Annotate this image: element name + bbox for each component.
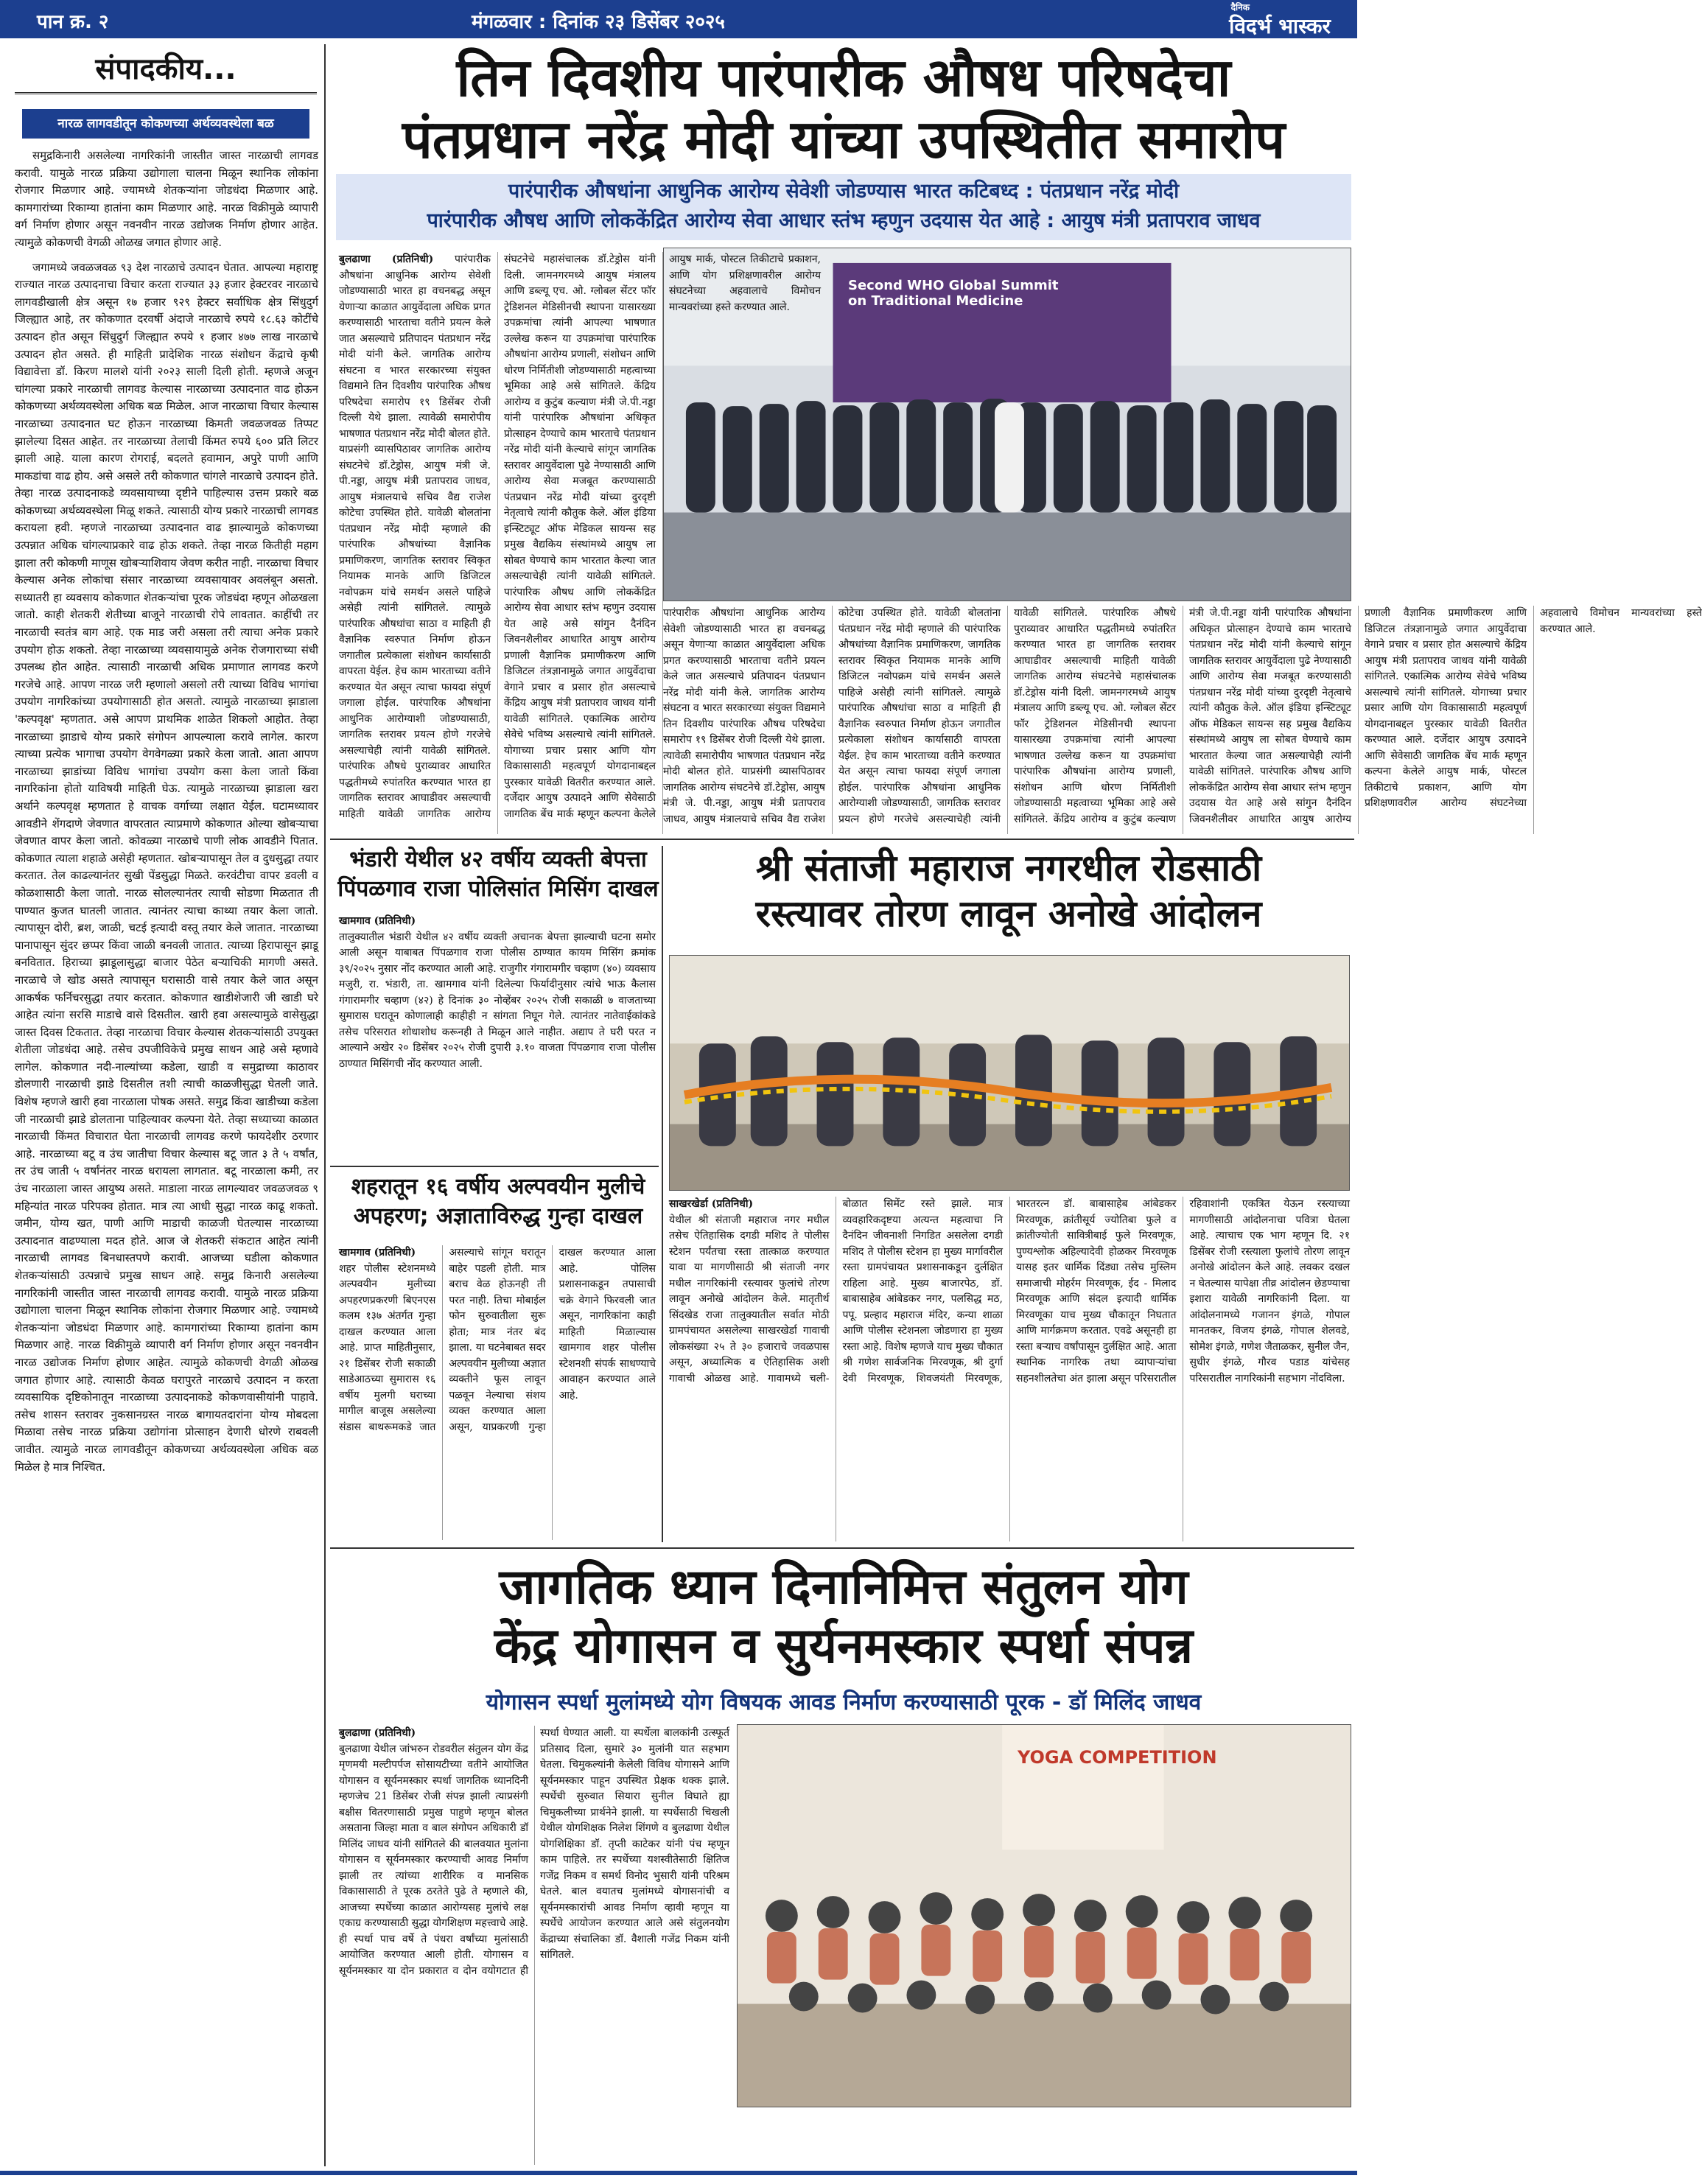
editorial-subheading: नारळ लागवडीतून कोकणच्या अर्थव्यवस्थेला बळ [22,109,309,139]
story1-body-left [339,252,821,834]
page-number: पान क्र. २ [37,11,109,33]
summit-banner-text: Second WHO Global Summit on Traditional Medicine [848,278,1059,309]
story4-text: येथील श्री संताजी महाराज नगर मधील तसेच ऐतिहासिक दगडी मशिद ते पोलीस स्टेशन पर्यंतचा रस्ता तात्काळ करण्यात यावा या मागणीसाठी श्री संताजी नगर मधील नागरिकांनी रस्त्यावर फुलांचे तोरण लावून अनोखे आंदोलन केले. मातृतीर्थ सिंदखेड राजा तालुक्यातील सर्वात मोठी ग्रामपंचायत असलेल्या साखरखेर्डा गावाची लोकसंख्या २५ ते ३० हजाराचे जवळपास असून, अध्यात्मिक व ऐतिहासिक अशी गावाची ओळख आहे. गावामध्ये चली-बोळात सिमेंट रस्ते झाले. मात्र व्यवहारिकदृष्टया अत्यन्त महत्वाचा नि दैनंदिन जीवनाशी निगडित असलेला दगडी मशिद ते पोलीस स्टेशन हा मुख्य मार्गावरील रस्ता ग्रामपंचायत प्रशासनाकडून दुर्लक्षित राहिला आहे. मुख्य बाजारपेठ, डॉ. बाबासाहेब आंबेडकर नगर, पलसिद्ध मठ, पपू. प्रल्हाद महाराज मंदिर, कन्या शाळा आणि पोलीस स्टेशनला जोडणारा हा मुख्य रस्ता आहे. विशेष म्हणजे याच मुख्य चौकात श्री गणेश सार्वजनिक मिरवणूक, श्री दुर्गा देवी मिरवणूक, शिवजयंती मिरवणूक, भारतरत्न डॉ. बाबासाहेब आंबेडकर मिरवणूक, क्रांतीसूर्य ज्योतिबा फुले व क्रांतीज्योती सावित्रीबाई फुले मिरवणूक, पुण्यश्लोक अहिल्यादेवी होळकर मिरवणूक यासह इतर धार्मिक दिंड्या तसेच मुस्लिम समाजाची मोहर्रम मिरवणूक, ईद - मिलाद मिरवणूक आणि संदल इत्यादी धार्मिक मिरवणूका याच मुख्य चौकातून निघतात आणि मार्गक्रमण करतात. एवढे असूनही हा रस्ता बऱ्याच वर्षांपासून दुर्लक्षित आहे. आता स्थानिक नागरिक तथा व्यापाऱ्यांचा सहनशीलतेचा अंत झाला असून परिसरातील रहिवाशांनी एकत्रित येऊन रस्त्याच्या मागणीसाठी आंदोलनाचा पवित्रा घेतला आहे. त्याचाच एक भाग म्हणून दि. २१ डिसेंबर रोजी रस्त्याला फुलांचे तोरण लावून अनोखे आंदोलन केले आहे. लवकर दखल न घेतल्यास यापेक्षा तीव्र आंदोलन छेडण्याचा इशारा यावेळी नागरिकांनी दिला. या आंदोलनामध्ये गजानन इंगळे, गोपाल मानतकर, विजय इंगळे, गोपाल शेलवडे, सोमेश इंगळे, गणेश जैताळकर, सुनील जैन, सुधीर इंगळे, गौरव पडाड यांचेसह परिसरातील नागरिकांनी सहभाग नोंदविला. [669,1198,1350,1385]
editorial-heading: संपादकीय... [15,47,317,94]
story3-headline-2: अपहरण; अज्ञाताविरुद्ध गुन्हा दाखल [353,1203,643,1229]
yoga-banner-text: YOGA COMPETITION [1018,1747,1217,1768]
story2-text: तालुक्यातील भंडारी येथील ४२ वर्षीय व्यक्ती अचानक बेपत्ता झाल्याची घटना समोर आली असून याबाबत पिंपळगाव राजा पोलीस ठाण्यात कायम मिसिंग क्रमांक ३९/२०२५ नुसार नोंद करण्यात आली आहे. राजुगीर गंगारामगीर चव्हाण (४०) व्यवसाय मजुरी, रा. भंडारी, ता. खामगाव यांनी दिलेल्या फिर्यादीनुसार त्यांचे भाऊ कैलास गंगारामगीर चव्हाण (४२) हे दिनांक ३० नोव्हेंबर २०२५ रोजी सकाळी ७ वाजताच्या सुमारास घरातून कोणालाही काहीही न सांगता निघून गेले. त्यानंतर नातेवाईकांकडे तसेच परिसरात शोधाशोध करूनही ते मिळून आले नाहीत. अद्याप ते घरी परत न आल्याने अखेर २० डिसेंबर २०२५ रोजी दुपारी ३.१० वाजता पिंपळगाव राजा पोलीस ठाण्यात मिसिंगची नोंद करण्यात आली. [339,931,656,1070]
story1-body-right [663,606,1702,834]
story5-text: बुलढाणा येथील जांभरुन रोडवरील संतुलन योग केंद्र मृणमयी मल्टीपर्पज सोसायटीच्या वतीने आयोजित योगासन व सूर्यनमस्कार स्पर्धा जागतिक ध्यानदिनी म्हणजेच 21 डिसेंबर रोजी संपन्न झाली त्याप्रसंगी बक्षीस वितरणासाठी प्रमुख पाहुणे म्हणून बोलत असताना जिल्हा माता व बाल संगोपन अधिकारी डॉ मिलिंद जाधव यांनी सांगितले की बालवयात मुलांना योगासन व सूर्यनमस्कार करण्याची आवड निर्माण झाली तर त्यांच्या शारीरिक व मानसिक विकासासाठी ते पूरक ठरतेते पुढे ते म्हणाले की, आजच्या स्पर्धेच्या काळात आरोग्यसह मुलांचे लक्ष एकाग्र करण्यासाठी सुद्धा योगशिक्षण महत्त्वाचे आहे. ही स्पर्धा पाच वर्षे ते पंधरा वर्षांच्या मुलांसाठी आयोजित करण्यात आली होती. योगासन व सूर्यनमस्कार या दोन प्रकारात व दोन वयोगटात ही स्पर्धा घेण्यात आली. या स्पर्धेला बालकांनी उत्स्फूर्त प्रतिसाद दिला, सुमारे ३० मुलांनी यात सहभाग घेतला. चिमुकल्यांनी केलेली विविध योगासने आणि सूर्यनमस्कार पाहून उपस्थित प्रेक्षक थक्क झाले. स्पर्धेची सुरुवात सियारा सुनील विघाते ह्या चिमुकलीच्या प्रार्थनेने झाली. या स्पर्धेसाठी चिखली येथील योगशिक्षक निलेश शिंगणे व बुलढाणा येथील योगशिक्षिका डॉ. तृप्ती काटेकर यांनी पंच म्हणून काम पाहिले. तर स्पर्धेच्या यशस्वीतेसाठी क्षितिज गजेंद्र निकम व समर्थ विनोद भुसारी यांनी परिश्रम घेतले. बाल वयातच मुलांमध्ये योगासनांची व सूर्यनमस्कारांची आवड निर्माण व्हावी म्हणून या स्पर्धेचे आयोजन करण्यात आले असे संतुलनयोग केंद्राच्या संचालिका डॉ. वैशाली गजेंद्र निकम यांनी सांगितले. [339,1727,729,1977]
editorial-body [15,147,318,2159]
story4-headline-2: रस्त्यावर तोरण लावून अनोखे आंदोलन [755,892,1262,935]
story2-headline-2: पिंपळगाव राजा पोलिसांत मिसिंग दाखल [337,876,659,902]
story2-headline-1: भंडारी येथील ४२ वर्षीय व्यक्ती बेपत्ता [349,847,647,872]
story4-body [669,1197,1350,1541]
paper-name: विदर्भ भास्कर [1229,14,1331,38]
column-divider [324,44,326,2166]
story1-subhead-1: पारंपारीक औषधांना आधुनिक आरोग्य सेवेशी जोडण्यास भारत कटिबध्द : पंतप्रधान नरेंद्र मोदी [508,180,1180,203]
masthead-bar [0,0,1357,38]
story4-dateline: साखरखेर्डा (प्रतिनिधी) [669,1198,754,1210]
yoga-photo [737,1724,1351,2107]
story1-headline-1: तिन दिवशीय पारंपारीक औषध परिषदेचा [456,46,1231,108]
story5-dateline: बुलढाणा (प्रतिनिधी) [339,1727,416,1739]
column-divider [662,846,663,1542]
story5-headline-2: केंद्र योगासन व सुर्यनमस्कार स्पर्धा संपन्न [494,1617,1194,1674]
story1-subhead-2: पारंपारीक औषध आणि लोककेंद्रित आरोग्य सेवा आधार स्तंभ म्हणुन उदयास येत आहे : आयुष मंत्री प्रतापराव जाधव [427,209,1261,232]
story5-body [339,1726,729,2165]
section-divider [330,1166,659,1167]
story2-body [339,914,656,1161]
story1-text: पारंपारीक औषधांना आधुनिक आरोग्य सेवेशी जोडण्यासाठी भारत हा वचनबद्ध असून येणाऱ्या काळात आयुर्वेदाला अधिक प्रगत करण्यासाठी भारताचा वतीने प्रयत्न केले जात असल्याचे प्रतिपादन पंतप्रधान नरेंद्र मोदी यांनी केले. जागतिक आरोग्य संघटना व भारत सरकारच्या संयुक्त विद्यमाने तिन दिवशीय पारंपारिक औषध परिषदेचा समारोप १९ डिसेंबर रोजी दिल्ली येथे झाला. त्यावेळी समारोपीय भाषणात पंतप्रधान नरेंद्र मोदी बोलत होते. याप्रसंगी व्यासपिठावर जागतिक आरोग्य संघटनेचे डॉ.टेड्रोस, आयुष मंत्री जे. पी.नड्डा, आयुष मंत्री प्रतापराव जाधव, आयुष मंत्रालयाचे सचिव वैद्य राजेश कोटेचा उपस्थित होते. यावेळी बोलतांना पंतप्रधान नरेंद्र मोदी म्हणाले की पारंपारिक औषधांच्या वैज्ञानिक प्रमाणिकरण, जागतिक स्तरावर स्विकृत नियामक मानके आणि डिजिटल नवोपक्रम यांचे समर्थन असले पाहिजे असेही त्यांनी सांगितले. त्यामुळे पारंपारिक औषधांचा साठा व माहिती ही वैज्ञानिक स्वरुपात निर्माण होऊन जगातील प्रत्येकाला संशोधन कार्यासाठी वापरता येईल. हेच काम भारताच्या वतीने करण्यात येत असून त्याचा फायदा संपूर्ण जगाला होईल. पारंपारिक औषधांना आधुनिक आरोग्याशी जोडण्यासाठी, जागतिक स्तरावर प्रयत्न होणे गरजेचे असल्याचेही त्यांनी यावेळी सांगितले. पारंपारिक औषधे पुराव्यावर आधारित पद्धतीमध्ये रुपांतरित करण्यात भारत हा जागतिक स्तरावर आघाडीवर असल्याची माहिती यावेळी जागतिक आरोग्य संघटनेचे महासंचालक डॉ.टेड्रोस यांनी दिली. जामनगरमध्ये आयुष मंत्रालय आणि डब्ल्यू एच. ओ. ग्लोबल सेंटर फॉर ट्रेडिशनल मेडिसीनची स्थापना यासारख्या उपक्रमांचा त्यांनी आपल्या भाषणात उल्लेख करून या उपक्रमांचा पारंपारिक औषधांना आरोग्य प्रणाली, संशोधन आणि धोरण निर्मितीशी जोडण्यासाठी महत्वाच्या भूमिका आहे असे सांगितले. केंद्रिय आरोग्य व कुटुंब कल्याण मंत्री जे.पी.नड्डा यांनी पारंपारिक औषधांना अधिकृत प्रोत्साहन देण्याचे काम भारताचे पंतप्रधान नरेंद्र मोदी यांनी केल्याचे सांगून जागतिक स्तरावर आयुर्वेदाला पुढे नेण्यासाठी आणि आरोग्य सेवा मजबूत करण्यासाठी पंतप्रधान नरेंद्र मोदी यांच्या दुरदृष्टी नेतृत्वाचे त्यांनी कौतुक केले. ऑल इंडिया इन्स्टिट्यूट ऑफ मेडिकल सायन्स सह प्रमुख वैद्यकिय संस्थांमध्ये आयुष ला सोबत घेण्याचे काम भारतात केल्या जात असल्याचेही त्यांनी यावेळी सांगितले. पारंपारिक औषध आणि लोककेंद्रित आरोग्य सेवा आधार स्तंभ म्हणुन उदयास येत आहे असे सांगुन दैनंदिन जिवनशैलीवर आधारित आयुष आरोग्य प्रणाली वैज्ञानिक प्रमाणीकरण आणि डिजिटल तंत्रज्ञानामुळे जगात आयुर्वेदाचा वेगाने प्रचार व प्रसार होत असल्याचे केंद्रिय आयुष मंत्री प्रतापराव जाधव यांनी यावेळी सांगितले. एकात्मिक आरोग्य सेवेचे भविष्य असल्याचे त्यांनी सांगितले. योगाच्या प्रचार प्रसार आणि योग विकासासाठी महत्वपूर्ण योगदानाबद्दल पुरस्कार यावेळी वितरीत करण्यात आले. दर्जेदार आयुष उत्पादने आणि सेवेसाठी जागतिक बेंच मार्क म्हणून कल्पना केलेले आयुष मार्क, पोस्टल तिकीटाचे प्रकाशन, आणि योग प्रशिक्षणावरील आरोग्य संघटनेच्या अहवालाचे विमोचन मान्यवरांच्या हस्ते करण्यात आले. [339,253,821,820]
editorial-paragraph: जगामध्ये जवळजवळ ९३ देश नारळाचे उत्पादन घेतात. आपल्या महाराष्ट्र राज्यात नारळ उत्पादनाचा विचार करता राज्यात ३३ हजार हेक्टरवर नारळाचे लागवडीखाली क्षेत्र असून १७ हजार ९२९ हेक्टर सर्वाधिक क्षेत्र सिंधुदुर्ग जिल्ह्यात आहे, तर कोकणात दरवर्षी अंदाजे नारळाचे रुपये १८.६३ कोटींचे उत्पादन होत असून सिंधुदुर्ग जिल्ह्यात रुपये १ हजार ४७७ लाख नारळाचे उत्पादन होत असते. ही माहिती प्रादेशिक नारळ संशोधन केंद्राचे कृषी विद्यावेत्ता डॉ. किरण मालशे यांनी २०२३ साली दिली होती. म्हणजे अजून चांगल्या प्रकारे नारळाची लागवड केल्यास नारळाच्या उत्पादनात वाढ होऊन कोकणच्या अर्थव्यवस्थेला अधिक बळ मिळेल. आज नारळाचा विचार केल्यास नारळाच्या उत्पादनात घट होऊन नारळाच्या किमती जवळजवळ तिप्पट झालेल्या दिसत आहेत. तर नारळाच्या तेलाची किंमत रुपये ६०० प्रति लिटर झाली आहे. याला कारण रोगराई, बदलते हवामान, अपुरे पाणी आणि माकडांचा वाढ होय. असे असले तरी कोकणात चांगले नारळाचे उत्पादन होते. तेव्हा नारळ उत्पादनाकडे व्यवसायाच्या दृष्टीने पाहिल्यास उत्तम प्रकारे बळ कोकणच्या अर्थव्यवस्थेला मिळू शकते. त्यासाठी योग्य प्रकारे नारळाची लागवड करायला हवी. म्हणजे नारळाच्या उत्पादनात वाढ झाल्यामुळे कोकणच्या उत्पन्नात अधिक चांगल्याप्रकारे वाढ होऊ शकते. तेव्हा नारळ कितीही महाग झाला तरी कोकणी माणूस खोबऱ्याशिवाय जेवण करीत नाही. नारळाचा विचार केल्यास अनेक लोकांचा संसार नारळाच्या व्यवसायावर अवलंबून असतो. सध्यातरी हा व्यवसाय कोकणात शेतकऱ्यांचा पूरक जोडधंदा म्हणून ओळखला जातो. काही शेतकरी शेतीच्या बाजूने नारळाची रोपे लावतात. काहींची तर नारळाची स्वतंत्र बाग आहे. एक माड जरी असला तरी त्याचा अनेक प्रकारे उपयोग होऊ शकतो. तेव्हा नारळाच्या व्यवसायामुळे अनेक रोजगाराच्या संधी उपलब्ध होत आहेत. त्यासाठी नारळाची अधिक प्रमाणात लागवड करणे गरजेचे आहे. आपण नारळ जरी म्हणालो असलो तरी त्याच्या विविध भागांचा उपयोग नागरिकांच्या उपयोगासाठी होत असतो. त्यामुळे नारळाच्या झाडाला 'कल्पवृक्ष' म्हणतात. असे आपण प्राथमिक शाळेत शिकलो आहोत. तेव्हा नारळाच्या झाडाचे योग्य प्रकारे संगोपन आपल्याला करावे लागेल. कारण त्याच्या प्रत्येक भागाचा उपयोग वेगवेगळ्या प्रकारे केला जातो. आता आपण नारळाच्या झाडांच्या विविध भागांचा उपयोग कसा केला जातो किंवा नागरिकांना होतो याविषयी माहिती घेऊ. त्यामुळे नारळाच्या झाडाला खरा अर्थाने कल्पवृक्ष म्हणतात हे वाचक वर्गाच्या लक्षात येईल. घटामध्यावर आवडीने शेंगदाणे जेवणात वापरतात त्याप्रमाणे कोकणात ओल्या खोबऱ्याचा जेवणात वापर केला जातो. कोवळ्या नारळाचे पाणी लोक आवडीने पितात. कोकणात त्याला शहाळे असेही म्हणतात. खोबऱ्यापासून तेल व दुधसुद्धा तयार करतात. तेल काढल्यानंतर सुखी पेंडसुद्धा मिळते. करवंटीचा वापर डवली व कोळशासाठी केला जातो. नारळ सोलल्यानंतर त्याची सोडणा मिळतात ती पाण्यात कुजत घातली जातात. त्यानंतर त्याचा काथ्या तयार केला जातो. त्यापासून दोरी, ब्रश, जाळी, चटई इत्यादी वस्तू तयार केले जातात. नारळाच्या पानापासून सुंदर छप्पर किंवा जाळी बनवली जातात. त्याच्या हिरापासून झाडू बनवितात. हिराच्या झाडूलासुद्धा बाजार पेठेत बऱ्याचिकी मागणी असते. नारळाचे जे खोड असते त्यापासून घरासाठी वासे तयार केले जात असून आकर्षक फर्निचरसुद्धा तयार करतात. कोकणात खाडीशेजारी जी खाडी घरे आहेत त्यांना सरसि माडाचे वासे दिसतील. खारी हवा असल्यामुळे वासेसुद्धा जास्त दिवस टिकतात. तेव्हा नारळाचा विचार केल्यास शेतकऱ्यांसाठी उपयुक्त शेतीला जोडधंदा आहे. तसेच उपजीविकेचे प्रमुख साधन आहे असे म्हणावे लागेल. कोकणात नदी-नाल्यांच्या कडेला, खाडी व समुद्राच्या काठावर डोलणारी नारळाची झाडे दिसतील तशी त्याची काळजीसुद्धा घेतली जाते. विशेष म्हणजे खारी हवा नारळाला पोषक असते. समुद्र किंवा खाडीच्या कडेला जी नारळाची झाडे डोलताना पाहिल्यावर कल्पना येते. तेव्हा सध्याच्या काळात नारळाची किंमत विचारात घेता नारळाची लागवड करणे फायदेशीर ठरणार आहे. नारळाच्या बटू व उंच जातीचा विचार केल्यास बटू जात ३ ते ५ वर्षांत, तर उंच जाती ५ वर्षांनंतर नारळ धरायला लागतात. बटू नारळाला कमी, तर उंच नारळाला जास्त आयुष्य असते. माडाला नारळ लागल्यावर जवळजवळ ९ महिन्यांत नारळ परिपक्व होतात. मात्र त्या आधी सुद्धा नारळ काढू शकतो. जमीन, योग्य खत, पाणी आणि माडाची काळजी घेतल्यास नारळाच्या उत्पादनात वाढण्याला मदत होते. आज जे शेतकरी संकटात आहेत त्यांनी नारळाची लागवड बिनधास्तपणे करावी. आजच्या घडीला कोकणात शेतकऱ्यांसाठी उत्पन्नाचे प्रमुख साधन आहे. समुद्र किनारी असलेल्या नागरिकांनी जास्तीत जास्त नारळाची लागवड करावी. यामुळे नारळ प्रक्रिया उद्योगाला चालना मिळून स्थानिक लोकांना रोजगार मिळणार आहे. ज्यामध्ये शेतकऱ्यांना जोडधंदा मिळणार आहे. कामगारांच्या रिकाम्या हातांना काम मिळणार आहे. नारळ विक्रीमुळे व्यापारी वर्ग निर्माण होणार असून नवनवीन नारळ उद्योजक निर्माण होणार आहेत. त्यामुळे कोकणची वेगळी ओळख जगात होणार आहे. त्यासाठी केवळ घरापुरते नारळाचे उत्पादन न करता व्यवसायिक दृष्टिकोनातून नारळाच्या उत्पादनाकडे कोकणवासीयांनी पाहावे. तसेच शासन स्तरावर नुकसानग्रस्त नारळ बागायतदारांना योग्य मोबदला मिळावा तसेच नारळ प्रक्रिया उद्योगांना प्रोत्साहन देणारी धोरणे राबवली जावीत. त्यामुळे नारळ लागवडीतून कोकणच्या अर्थव्यवस्थेला अधिक बळ मिळेल हे मात्र निश्चित. [15,260,318,1474]
protest-photo-graphic [670,956,1349,1190]
story1-text-cont: पारंपारीक औषधांना आधुनिक आरोग्य सेवेशी जोडण्यासाठी भारत हा वचनबद्ध असून येणाऱ्या काळात आयुर्वेदाला अधिक प्रगत करण्यासाठी भारताचा वतीने प्रयत्न केले जात असल्याचे प्रतिपादन पंतप्रधान नरेंद्र मोदी यांनी केले. जागतिक आरोग्य संघटना व भारत सरकारच्या संयुक्त विद्यमाने तिन दिवशीय पारंपारिक औषध परिषदेचा समारोप १९ डिसेंबर रोजी दिल्ली येथे झाला. त्यावेळी समारोपीय भाषणात पंतप्रधान नरेंद्र मोदी बोलत होते. याप्रसंगी व्यासपिठावर जागतिक आरोग्य संघटनेचे डॉ.टेड्रोस, आयुष मंत्री जे. पी.नड्डा, आयुष मंत्री प्रतापराव जाधव, आयुष मंत्रालयाचे सचिव वैद्य राजेश कोटेचा उपस्थित होते. यावेळी बोलतांना पंतप्रधान नरेंद्र मोदी म्हणाले की पारंपारिक औषधांच्या वैज्ञानिक प्रमाणिकरण, जागतिक स्तरावर स्विकृत नियामक मानके आणि डिजिटल नवोपक्रम यांचे समर्थन असले पाहिजे असेही त्यांनी सांगितले. त्यामुळे पारंपारिक औषधांचा साठा व माहिती ही वैज्ञानिक स्वरुपात निर्माण होऊन जगातील प्रत्येकाला संशोधन कार्यासाठी वापरता येईल. हेच काम भारताच्या वतीने करण्यात येत असून त्याचा फायदा संपूर्ण जगाला होईल. पारंपारिक औषधांना आधुनिक आरोग्याशी जोडण्यासाठी, जागतिक स्तरावर प्रयत्न होणे गरजेचे असल्याचेही त्यांनी यावेळी सांगितले. पारंपारिक औषधे पुराव्यावर आधारित पद्धतीमध्ये रुपांतरित करण्यात भारत हा जागतिक स्तरावर आघाडीवर असल्याची माहिती यावेळी जागतिक आरोग्य संघटनेचे महासंचालक डॉ.टेड्रोस यांनी दिली. जामनगरमध्ये आयुष मंत्रालय आणि डब्ल्यू एच. ओ. ग्लोबल सेंटर फॉर ट्रेडिशनल मेडिसीनची स्थापना यासारख्या उपक्रमांचा त्यांनी आपल्या भाषणात उल्लेख करून या उपक्रमांचा पारंपारिक औषधांना आरोग्य प्रणाली, संशोधन आणि धोरण निर्मितीशी जोडण्यासाठी महत्वाच्या भूमिका आहे असे सांगितले. केंद्रिय आरोग्य व कुटुंब कल्याण मंत्री जे.पी.नड्डा यांनी पारंपारिक औषधांना अधिकृत प्रोत्साहन देण्याचे काम भारताचे पंतप्रधान नरेंद्र मोदी यांनी केल्याचे सांगून जागतिक स्तरावर आयुर्वेदाला पुढे नेण्यासाठी आणि आरोग्य सेवा मजबूत करण्यासाठी पंतप्रधान नरेंद्र मोदी यांच्या दुरदृष्टी नेतृत्वाचे त्यांनी कौतुक केले. ऑल इंडिया इन्स्टिट्यूट ऑफ मेडिकल सायन्स सह प्रमुख वैद्यकिय संस्थांमध्ये आयुष ला सोबत घेण्याचे काम भारतात केल्या जात असल्याचेही त्यांनी यावेळी सांगितले. पारंपारिक औषध आणि लोककेंद्रित आरोग्य सेवा आधार स्तंभ म्हणुन उदयास येत आहे असे सांगुन दैनंदिन जिवनशैलीवर आधारित आयुष आरोग्य प्रणाली वैज्ञानिक प्रमाणीकरण आणि डिजिटल तंत्रज्ञानामुळे जगात आयुर्वेदाचा वेगाने प्रचार व प्रसार होत असल्याचे केंद्रिय आयुष मंत्री प्रतापराव जाधव यांनी यावेळी सांगितले. एकात्मिक आरोग्य सेवेचे भविष्य असल्याचे त्यांनी सांगितले. योगाच्या प्रचार प्रसार आणि योग विकासासाठी महत्वपूर्ण योगदानाबद्दल पुरस्कार यावेळी वितरीत करण्यात आले. दर्जेदार आयुष उत्पादने आणि सेवेसाठी जागतिक बेंच मार्क म्हणून कल्पना केलेले आयुष मार्क, पोस्टल तिकीटाचे प्रकाशन, आणि योग प्रशिक्षणावरील आरोग्य संघटनेच्या अहवालाचे विमोचन मान्यवरांच्या हस्ते करण्यात आले. [663,607,1702,825]
story3-headline-1: शहरातून १६ वर्षीय अल्पवयीन मुलीचे [351,1174,645,1200]
story5-subhead: योगासन स्पर्धा मुलांमध्ये योग विषयक आवड निर्माण करण्यासाठी पूरक - डॉ मिलिंद जाधव [486,1690,1202,1715]
story3-text: शहर पोलीस स्टेशनमध्ये अल्पवयीन मुलीच्या अपहरणप्रकरणी बिएनएस कलम १३७ अंतर्गत गुन्हा दाखल करण्यात आला आहे. प्राप्त माहितीनुसार, २१ डिसेंबर रोजी सकाळी साडेआठच्या सुमारास १६ वर्षीय मुलगी घराच्या मागील बाजूस असलेल्या संडास बाथरूमकडे जात असल्याचे सांगून घरातून बाहेर पडली होती. मात्र बराच वेळ होऊनही ती परत नाही. तिचा मोबाईल फोन सुरुवातीला सुरू होता; मात्र नंतर बंद झाला. या घटनेबाबत सदर अल्पवयीन मुलीच्या अज्ञात व्यक्तीने फूस लावून पळवून नेल्याचा संशय व्यक्त करण्यात आला असून, याप्रकरणी गुन्हा दाखल करण्यात आला आहे. पोलिस प्रशासनाकडून तपासाची चक्रे वेगाने फिरवली जात असून, नागरिकांना काही माहिती मिळाल्यास खामगाव शहर पोलीस स्टेशनशी संपर्क साधण्याचे आवाहन करण्यात आले आहे. [339,1247,656,1433]
story4-headline-1: श्री संताजी महाराज नगरधील रोडसाठी [755,847,1262,889]
yoga-photo-graphic [738,1725,1351,2107]
story2-dateline: खामगाव (प्रतिनिधी) [339,915,416,927]
issue-date: मंगळवार : दिनांक २३ डिसेंबर २०२५ [472,11,725,33]
paper-tag: दैनिक [1230,2,1250,13]
protest-photo [669,955,1350,1191]
story3-body [339,1245,656,1540]
footer-bar [0,2171,1357,2175]
story1-headline-2: पंतप्रधान नरेंद्र मोदी यांच्या उपस्थितीत समारोप [402,108,1286,170]
story3-dateline: खामगाव (प्रतिनिधी) [339,1247,416,1259]
story5-headline-1: जागतिक ध्यान दिनानिमित्त संतुलन योग [499,1558,1188,1615]
story1-subheads [336,174,1351,240]
section-divider [330,839,1354,840]
paper-logo [1229,3,1331,40]
section-divider [330,1547,1354,1549]
editorial-paragraph: समुद्रकिनारी असलेल्या नागरिकांनी जास्तीत जास्त नारळाची लागवड करावी. यामुळे नारळ प्रक्रिया उद्योगाला चालना मिळून स्थानिक लोकांना रोजगार मिळणार आहे. ज्यामध्ये शेतकऱ्यांना जोडधंदा मिळणार आहे. कामगारांच्या रिकाम्या हातांना काम मिळणार आहे. नारळ विक्रीमुळे व्यापारी वर्ग निर्माण होणार असून नवनवीन नारळ उद्योजक निर्माण होणार आहेत. त्यामुळे कोकणची वेगळी ओळख जगात होणार आहे. [15,149,318,249]
story1-dateline: बुलढाणा (प्रतिनिधी) [339,253,434,265]
